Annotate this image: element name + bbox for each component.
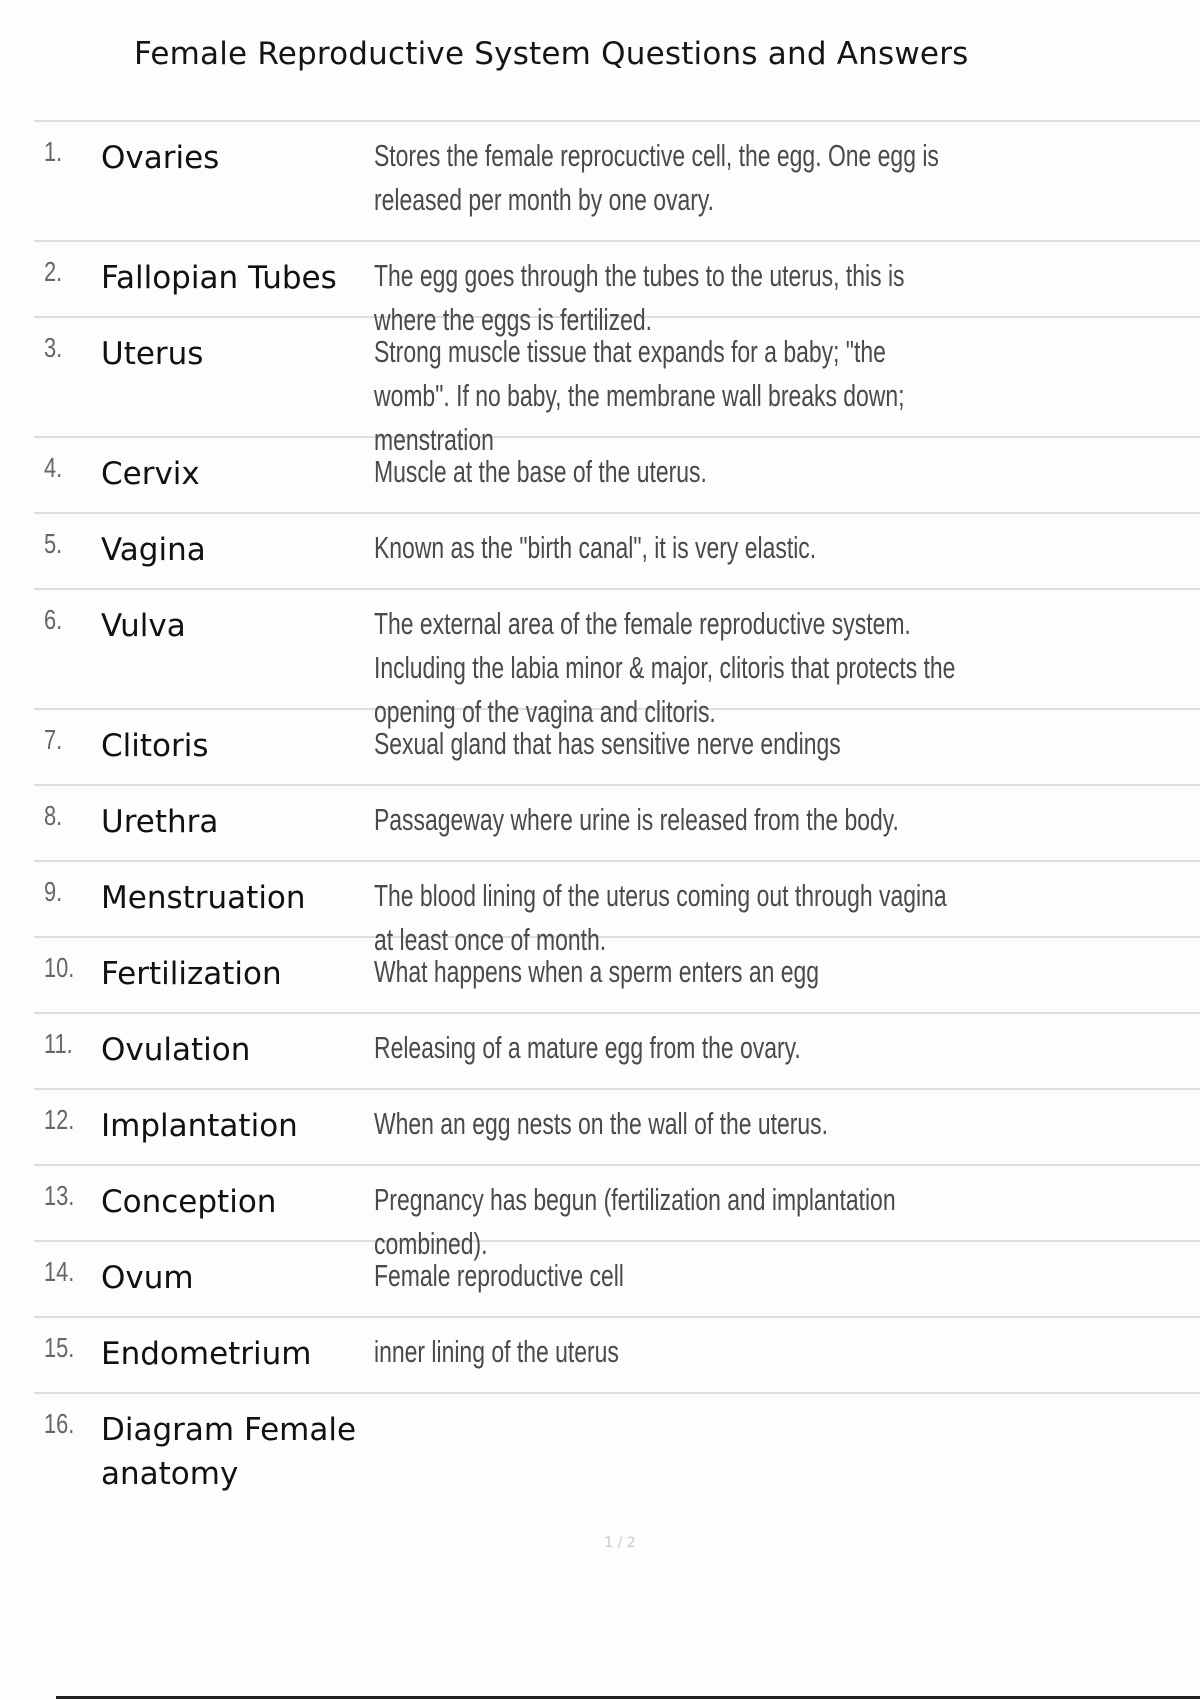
item-number: 2. <box>44 256 63 287</box>
qa-row <box>34 786 1200 862</box>
item-number: 11. <box>44 1028 73 1059</box>
item-definition: When an egg nests on the wall of the uterus. <box>374 1106 828 1141</box>
item-number: 6. <box>44 604 63 635</box>
item-number: 13. <box>44 1180 75 1211</box>
item-number: 15. <box>44 1332 75 1363</box>
item-term: Ovulation <box>101 1032 251 1068</box>
item-term: Ovaries <box>101 140 220 176</box>
qa-row <box>34 122 1200 242</box>
item-number: 7. <box>44 724 63 755</box>
item-definition: Strong muscle tissue that expands for a baby; "the womb". If no baby, the membrane wall breaks down; menstration <box>374 334 905 457</box>
item-term: Fallopian Tubes <box>101 260 337 296</box>
qa-list <box>34 120 1200 1512</box>
item-term: Endometrium <box>101 1336 312 1372</box>
qa-row <box>34 514 1200 590</box>
item-number: 10. <box>44 952 75 983</box>
item-definition: Known as the "birth canal", it is very elastic. <box>374 530 817 565</box>
item-term: Diagram Female anatomy <box>101 1412 357 1492</box>
qa-row <box>34 438 1200 514</box>
item-term: Uterus <box>101 336 204 372</box>
item-definition: The external area of the female reproductive system. Including the labia minor & major, clitoris that protects the opening of the vagina and clitoris. <box>374 606 956 729</box>
item-definition: Releasing of a mature egg from the ovary. <box>374 1030 801 1065</box>
item-term: Clitoris <box>101 728 209 764</box>
item-term: Menstruation <box>101 880 306 916</box>
qa-row <box>34 1014 1200 1090</box>
item-definition: What happens when a sperm enters an egg <box>374 954 820 989</box>
bottom-divider <box>56 1696 1200 1699</box>
item-definition: inner lining of the uterus <box>374 1334 619 1369</box>
item-term: Urethra <box>101 804 219 840</box>
item-definition: Stores the female reprocuctive cell, the egg. One egg is released per month by one ovary. <box>374 138 939 217</box>
item-term: Vulva <box>101 608 186 644</box>
page-indicator: 1 / 2 <box>604 1535 636 1551</box>
item-number: 8. <box>44 800 63 831</box>
qa-row <box>34 1166 1200 1261</box>
qa-row <box>34 1090 1200 1166</box>
qa-row <box>34 242 1200 337</box>
item-definition: The blood lining of the uterus coming out through vagina at least once of month. <box>374 878 947 957</box>
document-title: Female Reproductive System Questions and Answers <box>134 36 969 72</box>
qa-row <box>34 710 1200 786</box>
item-definition: Sexual gland that has sensitive nerve endings <box>374 726 841 761</box>
item-number: 12. <box>44 1104 75 1135</box>
item-term: Fertilization <box>101 956 282 992</box>
item-number: 16. <box>44 1408 75 1439</box>
qa-row <box>34 318 1200 457</box>
item-number: 1. <box>44 136 63 167</box>
qa-row <box>34 590 1200 729</box>
qa-row <box>34 1242 1200 1318</box>
qa-row <box>34 862 1200 957</box>
item-number: 4. <box>44 452 63 483</box>
item-definition: The egg goes through the tubes to the uterus, this is where the eggs is fertilized. <box>374 258 905 337</box>
item-number: 3. <box>44 332 63 363</box>
item-term: Cervix <box>101 456 200 492</box>
item-definition: Passageway where urine is released from the body. <box>374 802 899 837</box>
item-number: 14. <box>44 1256 75 1287</box>
qa-row <box>34 1318 1200 1394</box>
item-term: Ovum <box>101 1260 194 1296</box>
qa-row <box>34 938 1200 1014</box>
qa-row <box>34 1394 1200 1512</box>
item-definition: Pregnancy has begun (fertilization and implantation combined). <box>374 1182 896 1261</box>
item-term: Vagina <box>101 532 206 568</box>
item-term: Implantation <box>101 1108 298 1144</box>
item-definition: Female reproductive cell <box>374 1258 624 1293</box>
item-number: 9. <box>44 876 63 907</box>
item-definition: Muscle at the base of the uterus. <box>374 454 707 489</box>
item-number: 5. <box>44 528 63 559</box>
item-term: Conception <box>101 1184 277 1220</box>
